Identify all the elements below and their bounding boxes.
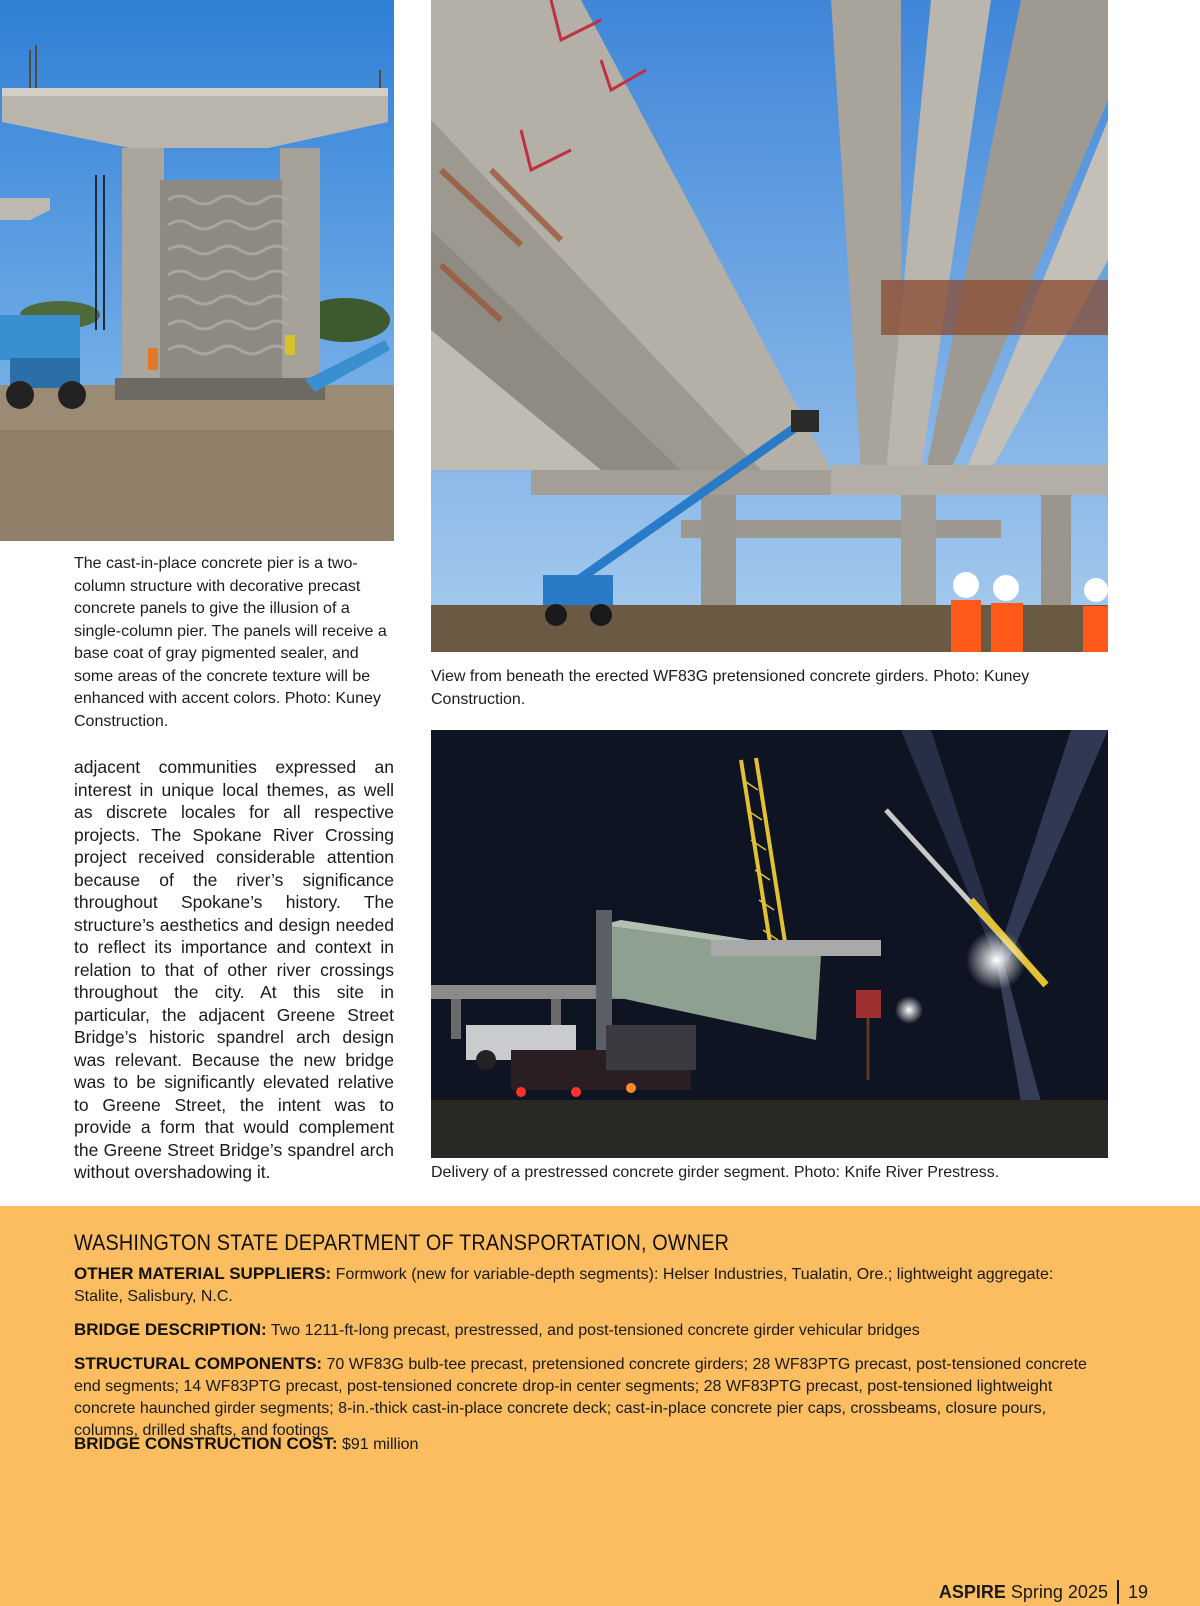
material-suppliers-label: OTHER MATERIAL SUPPLIERS:	[74, 1264, 332, 1283]
footer-divider	[1117, 1580, 1119, 1604]
magazine-name: ASPIRE	[938, 1581, 1006, 1602]
owner-heading: WASHINGTON STATE DEPARTMENT OF TRANSPORTATION, OWNER	[74, 1230, 730, 1255]
bridge-description-entry	[74, 1319, 1104, 1342]
girders-photo-caption: View from beneath the erected WF83G pretensioned concrete girders. Photo: Kuney Construction.	[431, 668, 1030, 708]
bridge-description-text: Two 1211-ft-long precast, prestressed, and post-tensioned concrete girder vehicular bridges	[270, 1322, 920, 1339]
pier-photo-caption: The cast-in-place concrete pier is a two-column structure with decorative precast concrete panels to give the illusion of a single-column pier. The panels will receive a base coat of gray pigmented sealer, and some areas of the concrete texture will be enhanced with accent colors. Photo: Kuney Construction.	[74, 555, 387, 730]
material-suppliers-entry	[74, 1263, 1104, 1308]
structural-components-label: STRUCTURAL COMPONENTS:	[74, 1354, 323, 1373]
construction-cost-text: $91 million	[341, 1436, 419, 1453]
page-footer	[939, 1580, 1148, 1604]
structural-components-entry	[74, 1353, 1104, 1442]
pier-photo	[0, 0, 394, 541]
construction-cost-entry	[74, 1433, 1104, 1456]
material-suppliers-text: Formwork (new for variable-depth segments): Helser Industries, Tualatin, Ore.; lightweight aggregate: Stalite, Salisbury, N.C.	[74, 1266, 1054, 1305]
bridge-description-label: BRIDGE DESCRIPTION:	[74, 1320, 267, 1339]
page-number: 19	[1127, 1581, 1148, 1602]
issue-label: Spring 2025	[1010, 1581, 1108, 1602]
girders-photo	[431, 0, 1108, 652]
girder-delivery-photo	[431, 730, 1108, 1158]
construction-cost-label: BRIDGE CONSTRUCTION COST:	[74, 1434, 338, 1453]
girder-delivery-photo-caption: Delivery of a prestressed concrete girder segment. Photo: Knife River Prestress.	[431, 1164, 1000, 1181]
article-body-paragraph: adjacent communities expressed an interest in unique local themes, as well as discrete locales for all respective projects. The Spokane River Crossing project received considerable attention because of the river’s significance throughout Spokane’s history. The structure’s aesthetics and design needed to reflect its importance and context in relation to that of other river crossings throughout the city. At this site in particular, the adjacent Greene Street Bridge’s historic spandrel arch design was relevant. Because the new bridge was to be significantly elevated relative to Greene Street, the intent was to provide a form that would complement the Greene Street Bridge’s spandrel arch without overshadowing it.	[74, 757, 394, 1182]
structural-components-text: 70 WF83G bulb-tee precast, pretensioned concrete girders; 28 WF83PTG precast, post-tensioned concrete end segments; 14 WF83PTG precast, post-tensioned concrete drop-in center segments; 28 WF83PTG precast, post-tensioned lightweight concrete haunched girder segments; 8-in.-thick cast-in-place concrete deck; cast-in-place concrete pier caps, crossbeams, closure pours, columns, drilled shafts, and footings	[74, 1356, 1087, 1439]
